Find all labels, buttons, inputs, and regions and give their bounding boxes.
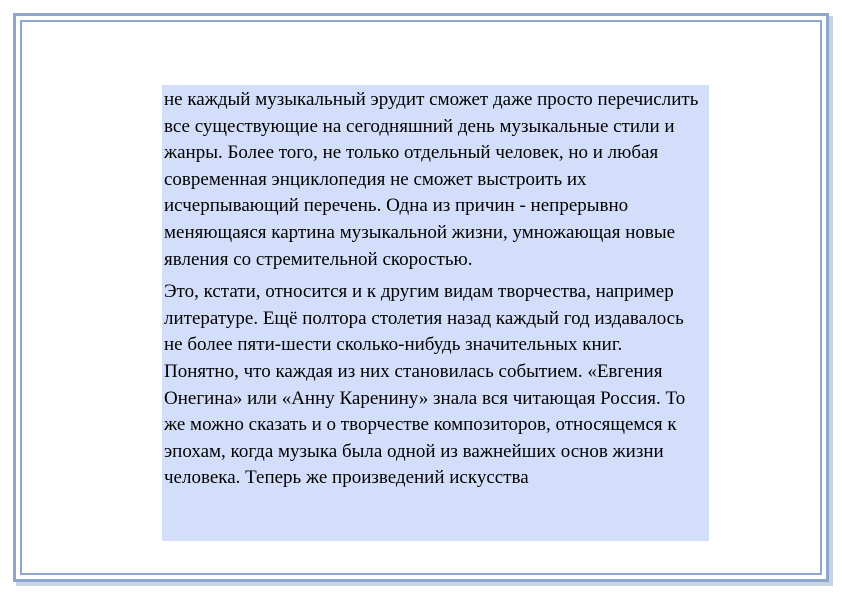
frame-shadow-bottom (16, 582, 833, 586)
frame-shadow-right (829, 16, 833, 585)
paragraph-2: Это, кстати, относится и к другим видам творчества, например литературе. Ещё полтора столетия назад каждый год издавалось не более пяти-шести сколько-нибудь значительных книг. Понятно, что каждая из них становилась событием. «Евгения Онегина» или «Анну Каренину» знала вся читающая Россия. То же можно сказать и о творчестве композиторов, относящемся к эпохам, когда музыка была одной из важнейших основ жизни человека. Теперь же произведений искусства (164, 281, 686, 489)
text-block (162, 85, 709, 541)
paragraph-1: не каждый музыкальный эрудит сможет даже просто перечислить все существующие на сегодняшний день музыкальные стили и жанры. Более того, не только отдельный человек, но и любая современная энциклопедия не сможет выстроить их исчерпывающий перечень. Одна из причин - непрерывно меняющаяся картина музыкальной жизни, умножающая новые явления со стремительной скоростью. (164, 89, 699, 270)
